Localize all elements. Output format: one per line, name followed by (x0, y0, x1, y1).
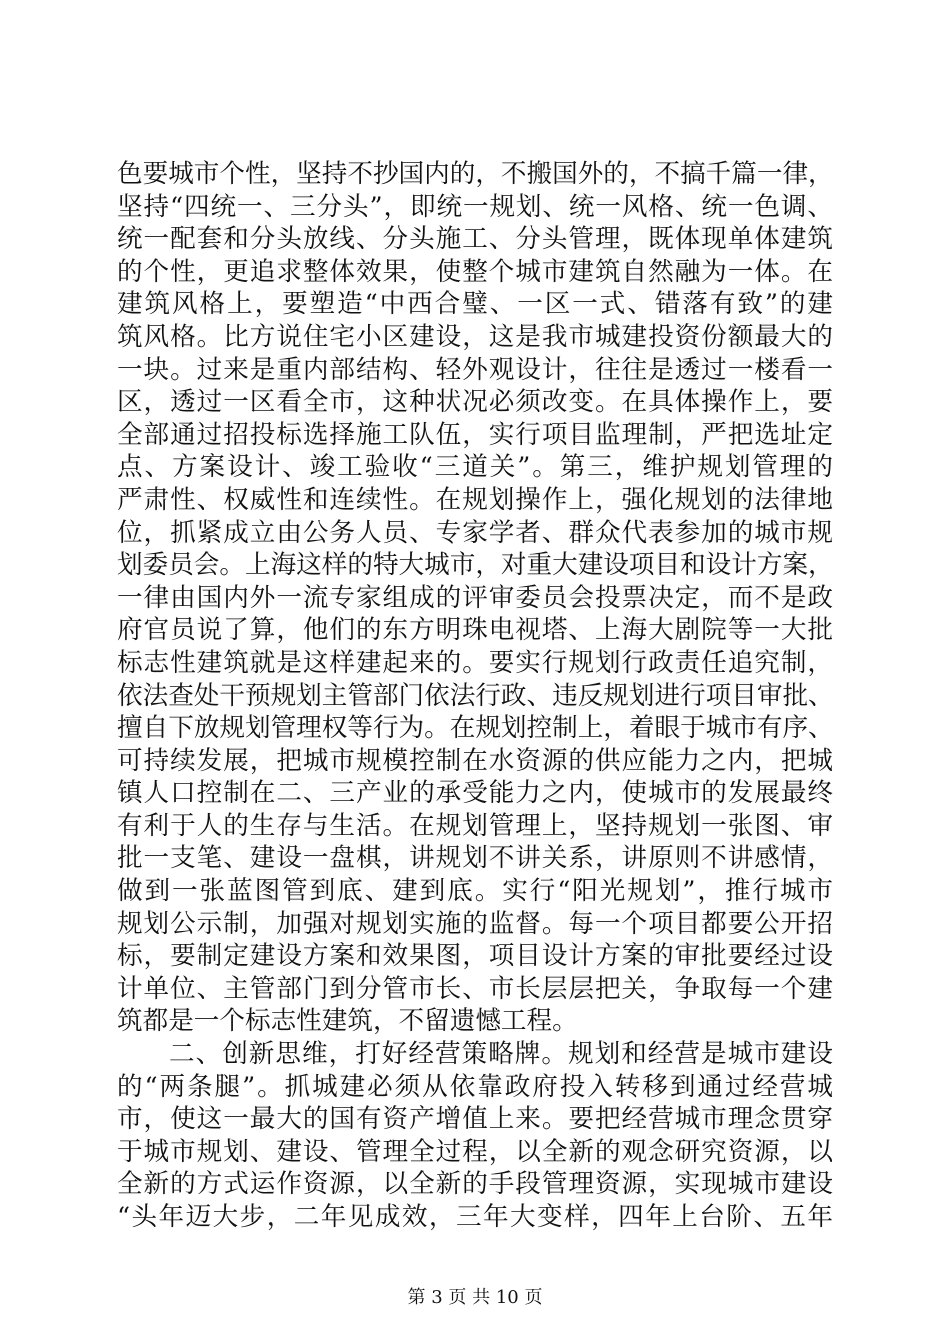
text-line: 批一支笔、建设一盘棋，讲规划不讲关系，讲原则不讲感情， (117, 843, 833, 874)
text-line: 位，抓紧成立由公务人员、专家学者、群众代表参加的城市规 (117, 517, 833, 548)
text-line: 统一配套和分头放线、分头施工、分头管理，既体现单体建筑 (117, 224, 833, 255)
text-line: 色要城市个性，坚持不抄国内的，不搬国外的，不搞千篇一律， (117, 159, 834, 189)
text-line: 依法查处干预规划主管部门依法行政、违反规划进行项目审批、 (117, 680, 834, 711)
text-line: 筑风格。比方说住宅小区建设，这是我市城建投资份额最大的 (117, 321, 833, 352)
text-line: 坚持“四统一、三分头”，即统一规划、统一风格、统一色调、 (117, 191, 833, 222)
text-line: 的“两条腿”。抓城建必须从依靠政府投入转移到通过经营城 (117, 1071, 833, 1102)
text-line: 划委员会。上海这样的特大城市，对重大建设项目和设计方案， (117, 550, 834, 581)
text-line: 严肃性、权威性和连续性。在规划操作上，强化规划的法律地 (117, 484, 833, 515)
paragraph-end-line: 筑都是一个标志性建筑，不留遗憾工程。 (117, 1006, 578, 1037)
text-line: 点、方案设计、竣工验收“三道关”。第三，维护规划管理的 (117, 452, 833, 483)
text-line: 标志性建筑就是这样建起来的。要实行规划行政责任追究制， (117, 647, 833, 678)
text-line: 规划公示制，加强对规划实施的监督。每一个项目都要公开招 (117, 908, 833, 939)
text-line: 有利于人的生存与生活。在规划管理上，坚持规划一张图、审 (117, 810, 833, 841)
paragraph-start-line: 二、创新思维，打好经营策略牌。规划和经营是城市建设 (169, 1039, 833, 1070)
text-line: 一块。过来是重内部结构、轻外观设计，往往是透过一楼看一 (117, 354, 833, 385)
text-line: 做到一张蓝图管到底、建到底。实行“阳光规划”，推行城市 (117, 876, 833, 907)
text-line: 建筑风格上，要塑造“中西合璧、一区一式、错落有致”的建 (117, 289, 833, 320)
body-text (117, 158, 833, 1234)
page-number-footer: 第 3 页 共 10 页 (407, 1287, 543, 1308)
text-line: 区，透过一区看全市，这种状况必须改变。在具体操作上，要 (117, 387, 833, 418)
text-line: 可持续发展，把城市规模控制在水资源的供应能力之内，把城 (117, 745, 833, 776)
text-line: 全部通过招投标选择施工队伍，实行项目监理制，严把选址定 (117, 419, 833, 450)
text-line: 计单位、主管部门到分管市长、市长层层把关，争取每一个建 (117, 973, 833, 1004)
text-line: 标，要制定建设方案和效果图，项目设计方案的审批要经过设 (117, 941, 833, 972)
text-line: 全新的方式运作资源，以全新的手段管理资源，实现城市建设 (117, 1169, 833, 1200)
text-line: 的个性，更追求整体效果，使整个城市建筑自然融为一体。在 (117, 256, 833, 287)
text-line: 市，使这一最大的国有资产增值上来。要把经营城市理念贯穿 (117, 1104, 833, 1135)
text-line: 府官员说了算，他们的东方明珠电视塔、上海大剧院等一大批 (117, 615, 833, 646)
text-line: 于城市规划、建设、管理全过程，以全新的观念研究资源，以 (117, 1136, 833, 1167)
text-line: 镇人口控制在二、三产业的承受能力之内，使城市的发展最终 (117, 778, 833, 809)
text-line: “头年迈大步，二年见成效，三年大变样，四年上台阶、五年 (117, 1202, 833, 1232)
text-line: 一律由国内外一流专家组成的评审委员会投票决定，而不是政 (117, 582, 833, 613)
text-line: 擅自下放规划管理权等行为。在规划控制上，着眼于城市有序、 (117, 713, 834, 744)
